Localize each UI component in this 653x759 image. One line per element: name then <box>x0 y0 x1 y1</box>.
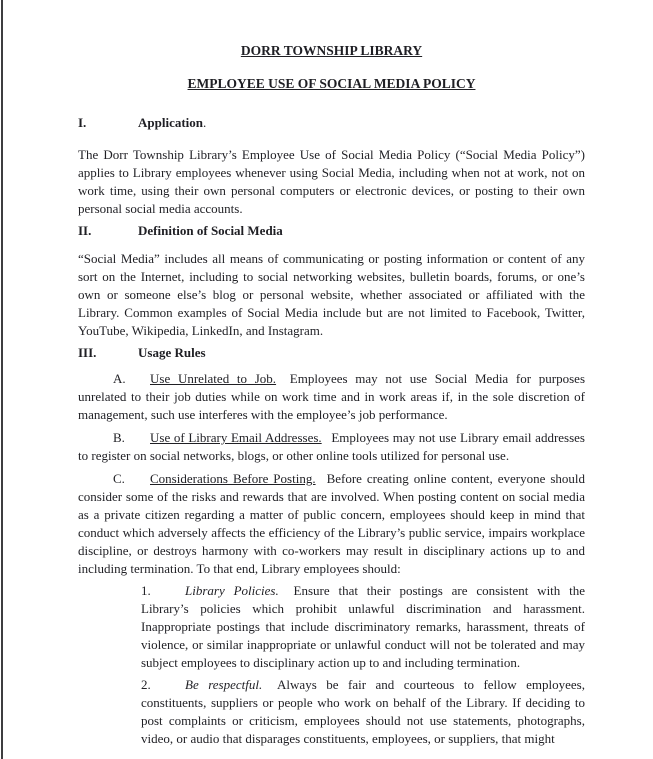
section-title: Usage Rules <box>138 345 206 360</box>
usage-subitem-1 <box>141 582 585 672</box>
section-heading-definition <box>78 222 585 240</box>
item-body: Ensure that their postings are consistent with the Library’s policies which prohibit unlawful discrimination and harassment. Inappropriate postings that include discriminatory remarks, harassment, threats of violence, or similar inappropriate or unlawful conduct will not be tolerated and may subject employees to disciplinary action up to and including termination. <box>141 583 586 670</box>
scan-edge-line <box>1 0 3 759</box>
definition-paragraph: “Social Media” includes all means of communicating or posting information or content of any sort on the Internet, including to social networking websites, bulletin boards, forums, or one’s own or someone else’s blog or personal website, whether associated or affiliated with the Library. Common examples of Social Media include but are not limited to Facebook, Twitter, YouTube, Wikipedia, LinkedIn, and Instagram. <box>78 251 585 338</box>
section-title: Application <box>138 115 204 130</box>
item-body: Employees may not use Social Media for purposes unrelated to their job duties while on work time and in work areas if, in the sole discretion of management, such use interferes with the employee’s job performance. <box>78 371 586 422</box>
usage-item-a <box>78 370 585 424</box>
item-title: Library Policies. <box>185 583 279 598</box>
usage-item-b <box>78 429 585 465</box>
usage-subitem-2 <box>141 676 585 748</box>
item-label: B. <box>113 430 125 445</box>
item-body: Always be fair and courteous to fellow employees, constituents, suppliers or people who work on behalf of the Library. If deciding to post complaints or criticism, employees should not use statements, photographs, video, or audio that disparages constituents, employees, or suppliers, that might <box>141 677 585 746</box>
section-numeral: II. <box>78 223 92 238</box>
item-title: Be respectful. <box>185 677 263 692</box>
section-title: Definition of Social Media <box>138 223 283 238</box>
section-numeral: III. <box>78 345 97 360</box>
item-label: C. <box>113 471 125 486</box>
section-numeral: I. <box>78 115 87 130</box>
section-heading-application <box>78 114 585 132</box>
item-heading: Use of Library Email Addresses. <box>150 430 322 445</box>
section-title-period: . <box>203 115 207 130</box>
item-heading: Use Unrelated to Job. <box>150 371 277 386</box>
usage-item-c <box>78 470 585 578</box>
item-number: 1. <box>141 583 151 598</box>
item-number: 2. <box>141 677 151 692</box>
document-subtitle: EMPLOYEE USE OF SOCIAL MEDIA POLICY <box>187 76 476 91</box>
application-paragraph: The Dorr Township Library’s Employee Use of Social Media Policy (“Social Media Policy”) applies to Library employees whenever using Social Media, including when not at work, not on work time, using their own personal computers or electronic devices, or posting to their own personal social media accounts. <box>78 147 585 216</box>
item-body: Before creating online content, everyone should consider some of the risks and rewards that are involved. When posting content on social media as a private citizen regarding a matter of public concern, employees should keep in mind that conduct which adversely affects the efficiency of the Library’s public service, impairs workplace discipline, or destroys harmony with co-workers may result in disciplinary actions up to and including termination. To that end, Library employees should: <box>78 471 585 576</box>
section-heading-usage-rules <box>78 344 585 362</box>
item-body: Employees may not use Library email addresses to register on social networks, blogs, or other online tools utilized for personal use. <box>78 430 585 463</box>
document-title: DORR TOWNSHIP LIBRARY <box>240 43 423 58</box>
item-heading: Considerations Before Posting. <box>150 471 316 486</box>
item-label: A. <box>113 371 126 386</box>
